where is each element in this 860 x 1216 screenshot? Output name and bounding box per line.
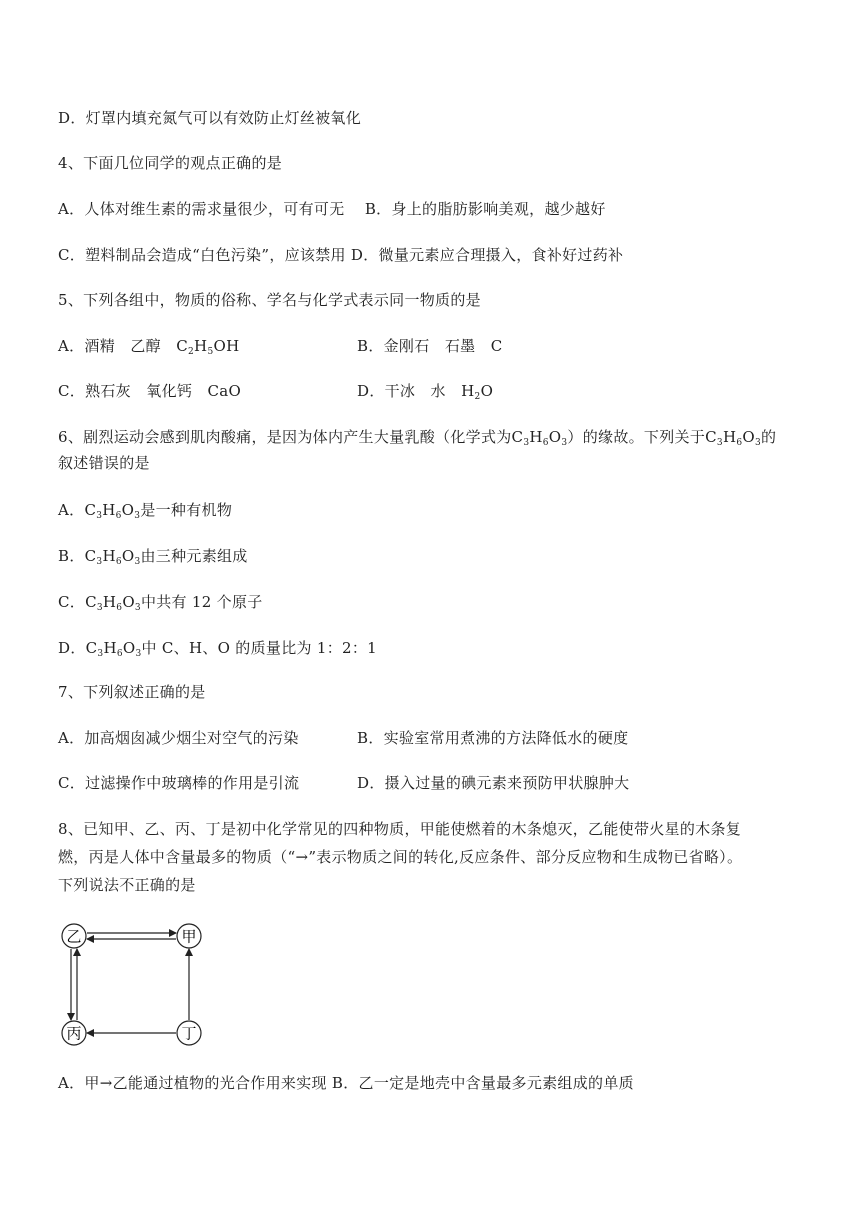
q5-formula-a: $C_2H_5OH$	[176, 337, 240, 357]
q5-option-d: D．干冰 水 $H_2O$	[357, 382, 494, 402]
q6-formula: $C_3H_6O_3$	[85, 639, 142, 659]
q7-options-ab	[58, 728, 858, 748]
q7-options-cd	[58, 773, 858, 793]
q8-conversion-diagram	[56, 915, 216, 1055]
q7-option-d: D．摄入过量的碘元素来预防甲状腺肿大	[357, 774, 630, 792]
node-ding	[177, 1021, 201, 1045]
node-bing	[62, 1021, 86, 1045]
q6-formula: $C_3H_6O_3$	[84, 547, 141, 567]
node-yi	[62, 924, 86, 948]
svg-text:甲: 甲	[181, 927, 197, 946]
q4-options-ab	[58, 199, 606, 219]
q6-formula: $C_3H_6O_3$	[84, 501, 141, 521]
q7-option-c: C．过滤操作中玻璃棒的作用是引流	[58, 774, 300, 792]
q7-option-b: B．实验室常用煮沸的方法降低水的硬度	[357, 729, 629, 747]
node-jia	[177, 924, 201, 948]
q8-options-ab	[58, 1073, 634, 1093]
q8-stem-line3: 下列说法不正确的是	[58, 876, 196, 894]
q6-formula: $C_3H_6O_3$	[511, 428, 568, 448]
q6-formula: $C_3H_6O_3$	[85, 593, 141, 613]
q4-stem: 4、下面几位同学的观点正确的是	[58, 154, 283, 172]
q4-option-c: C．塑料制品会造成“白色污染”，应该禁用	[58, 246, 346, 264]
q6-option-c: C．$C_3H_6O_3$中共有 12 个原子	[58, 593, 263, 613]
q8-stem-line1: 8、已知甲、乙、丙、丁是初中化学常见的四种物质，甲能使燃着的木条熄灭，乙能使带火星的木条复	[58, 820, 742, 838]
q7-stem: 7、下列叙述正确的是	[58, 683, 206, 701]
q6-formula: $C_3H_6O_3$	[705, 428, 761, 448]
q7-option-a: A．加高烟囱减少烟尘对空气的污染	[58, 729, 299, 747]
svg-text:丙: 丙	[66, 1024, 82, 1043]
svg-text:乙: 乙	[66, 927, 82, 946]
q5-formula-d: $H_2O$	[461, 382, 494, 402]
q6-option-a: A．$C_3H_6O_3$是一种有机物	[58, 501, 233, 521]
q6-stem-line1: 6、剧烈运动会感到肌肉酸痛，是因为体内产生大量乳酸（化学式为$C_3H_6O_3$）的缘故。下列关于$C_3H_6O_3$的	[58, 428, 777, 448]
q4-options-cd	[58, 245, 623, 265]
svg-text:丁: 丁	[181, 1024, 197, 1043]
q5-option-b: B．金刚石 石墨 C	[357, 337, 503, 355]
q8-stem-line2: 燃，丙是人体中含量最多的物质（“→”表示物质之间的转化,反应条件、部分反应物和生成物已省略）。	[58, 848, 743, 866]
q4-option-b: B．身上的脂肪影响美观，越少越好	[364, 200, 606, 218]
q4-option-a: A．人体对维生素的需求量很少，可有可无	[58, 200, 345, 218]
q5-options-ab	[58, 336, 858, 356]
q6-option-b: B．$C_3H_6O_3$由三种元素组成	[58, 547, 248, 567]
q5-options-cd	[58, 381, 858, 401]
q6-option-d: D．$C_3H_6O_3$中 C、H、O 的质量比为 1：2：1	[58, 639, 378, 659]
q8-option-b: B．乙一定是地壳中含量最多元素组成的单质	[331, 1074, 634, 1092]
q6-stem-line2: 叙述错误的是	[58, 454, 150, 472]
q5-option-a: A．酒精 乙醇 $C_2H_5OH$	[58, 337, 240, 357]
q5-stem: 5、下列各组中，物质的俗称、学名与化学式表示同一物质的是	[58, 291, 481, 309]
q4-option-d: D．微量元素应合理摄入，食补好过药补	[350, 246, 624, 264]
q5-option-c: C．熟石灰 氧化钙 CaO	[58, 382, 242, 400]
q8-option-a: A．甲→乙能通过植物的光合作用来实现	[58, 1074, 327, 1092]
q3-option-d: D．灯罩内填充氮气可以有效防止灯丝被氧化	[58, 109, 362, 127]
